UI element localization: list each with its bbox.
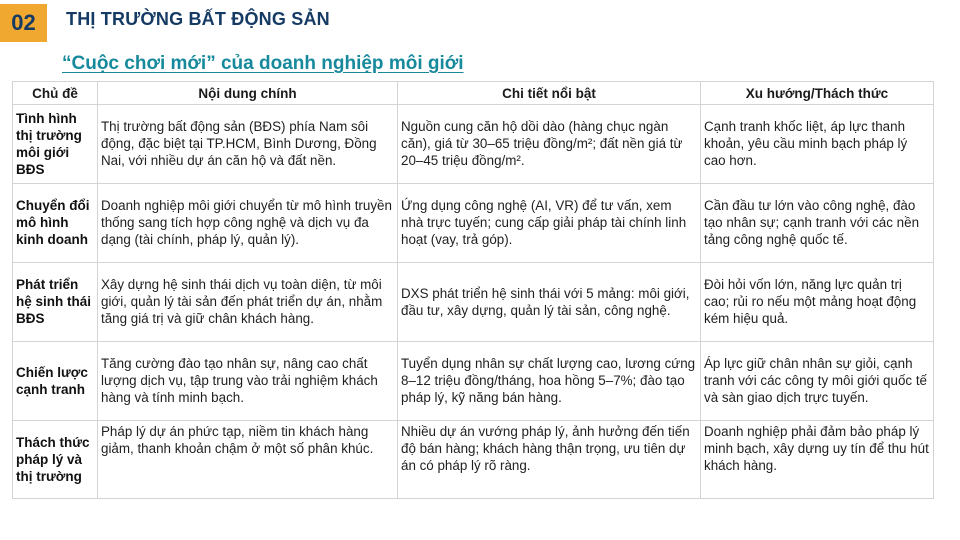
table-row: [13, 342, 934, 421]
table-row: [13, 105, 934, 184]
row-topic: Chuyển đổi mô hình kinh doanh: [13, 184, 98, 263]
row-details: Tuyển dụng nhân sự chất lượng cao, lương cứng 8–12 triệu đồng/tháng, hoa hồng 5–7%; đào tạo pháp lý, kỹ năng bán hàng.: [398, 342, 701, 421]
table-row: [13, 421, 934, 499]
row-details: DXS phát triển hệ sinh thái với 5 mảng: môi giới, đầu tư, xây dựng, quản lý tài sản, công nghệ.: [398, 263, 701, 342]
row-trends: Doanh nghiệp phải đảm bảo pháp lý minh bạch, xây dựng uy tín để thu hút khách hàng.: [701, 421, 934, 499]
section-title: THỊ TRƯỜNG BẤT ĐỘNG SẢN: [66, 9, 330, 29]
table-row: [13, 263, 934, 342]
row-trends: Cạnh tranh khốc liệt, áp lực thanh khoản, yêu cầu minh bạch pháp lý cao hơn.: [701, 105, 934, 184]
table-header-row: [13, 82, 934, 105]
column-header-trends: Xu hướng/Thách thức: [701, 82, 934, 105]
row-topic: Phát triển hệ sinh thái BĐS: [13, 263, 98, 342]
row-content: Xây dựng hệ sinh thái dịch vụ toàn diện, từ môi giới, quản lý tài sản đến phát triển dự án, nhằm tăng giá trị và giữ chân khách hàng.: [98, 263, 398, 342]
market-summary-table: [12, 81, 934, 499]
column-header-content: Nội dung chính: [98, 82, 398, 105]
row-content: Pháp lý dự án phức tạp, niềm tin khách hàng giảm, thanh khoản chậm ở một số phân khúc.: [98, 421, 398, 499]
row-topic: Thách thức pháp lý và thị trường: [13, 421, 98, 499]
row-content: Tăng cường đào tạo nhân sự, nâng cao chất lượng dịch vụ, tập trung vào trải nghiệm khách hàng và tính minh bạch.: [98, 342, 398, 421]
row-details: Nguồn cung căn hộ dồi dào (hàng chục ngàn căn), giá từ 30–65 triệu đồng/m²; đất nền giá từ 20–45 triệu đồng/m².: [398, 105, 701, 184]
column-header-topic: Chủ đề: [13, 82, 98, 105]
row-details: Ứng dụng công nghệ (AI, VR) để tư vấn, xem nhà trực tuyến; cung cấp giải pháp tài chính linh hoạt (vay, trả góp).: [398, 184, 701, 263]
row-details: Nhiều dự án vướng pháp lý, ảnh hưởng đến tiến độ bán hàng; khách hàng thận trọng, ưu tiên dự án có pháp lý rõ ràng.: [398, 421, 701, 499]
slide-subtitle: “Cuộc chơi mới” của doanh nghiệp môi giới: [62, 53, 464, 74]
table-row: [13, 184, 934, 263]
row-topic: Chiến lược cạnh tranh: [13, 342, 98, 421]
row-content: Doanh nghiệp môi giới chuyển từ mô hình truyền thống sang tích hợp công nghệ và dịch vụ đa dạng (tài chính, pháp lý, quản lý).: [98, 184, 398, 263]
column-header-details: Chi tiết nổi bật: [398, 82, 701, 105]
section-number-badge: 02: [0, 4, 47, 42]
row-trends: Áp lực giữ chân nhân sự giỏi, cạnh tranh với các công ty môi giới quốc tế và sàn giao dịch trực tuyến.: [701, 342, 934, 421]
row-content: Thị trường bất động sản (BĐS) phía Nam sôi động, đặc biệt tại TP.HCM, Bình Dương, Đồng Nai, với nhiều dự án căn hộ và đất nền.: [98, 105, 398, 184]
row-trends: Cần đầu tư lớn vào công nghệ, đào tạo nhân sự; cạnh tranh với các nền tảng công nghệ quốc tế.: [701, 184, 934, 263]
row-topic: Tình hình thị trường môi giới BĐS: [13, 105, 98, 184]
row-trends: Đòi hỏi vốn lớn, năng lực quản trị cao; rủi ro nếu một mảng hoạt động kém hiệu quả.: [701, 263, 934, 342]
